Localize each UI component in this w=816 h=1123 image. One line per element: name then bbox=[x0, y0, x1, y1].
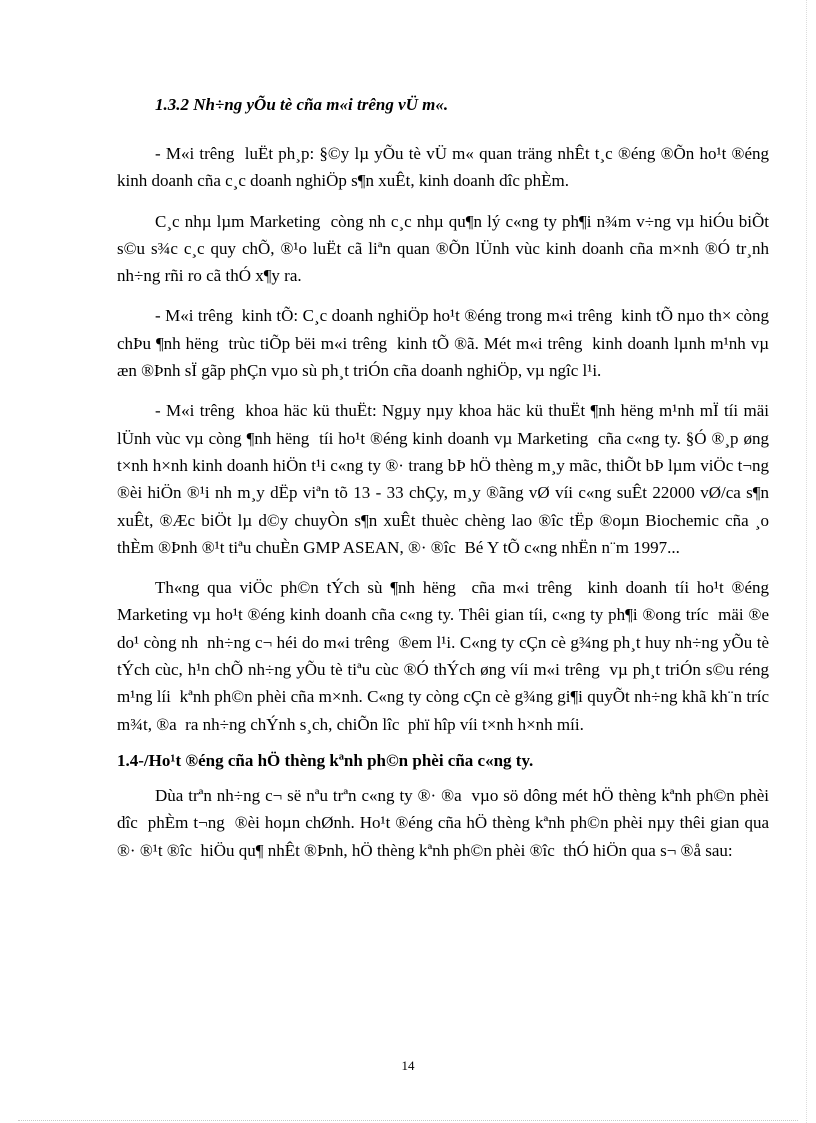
page-number: 14 bbox=[401, 1058, 415, 1073]
paragraph-distribution-system: Dùa trªn nh÷ng c¬ së nªu trªn c«ng ty ®· ®a vµo sö dông mét hÖ thèng kªnh ph©n phèi dîc phÈm t¬ng ®èi hoµn chØnh. Ho¹t ®éng cña hÖ thèng kªnh ph©n phèi nµy thêi gian qua ®· ®¹t ®îc hiÖu qu¶ nhÊt ®Þnh, hÖ thèng kªnh ph©n phèi ®îc thÓ hiÖn qua s¬ ®å sau: bbox=[117, 785, 774, 860]
paragraph-technology-environment: - M«i trêng khoa häc kü thuËt: Ngµy nµy khoa häc kü thuËt ¶nh hëng m¹nh mÏ tíi mäi lÜnh vùc vµ còng ¶nh hëng tíi ho¹t ®éng kinh doanh vµ Marketing cña c«ng ty. §Ó ®¸p øng t×nh h×nh kinh doanh hiÖn t¹i c«ng ty ®· trang bÞ hÖ thèng m¸y mãc, thiÕt bÞ lµm viÖc t¬ng ®èi hiÖn ®¹i nh m¸y dËp viªn tõ 13 - 33 chÇy, m¸y ®ãng vØ víi c«ng suÊt 22000 vØ/ca s¶n xuÊt, ®Æc biÖt lµ d©y chuyÒn s¶n xuÊt thuèc chèng lao ®îc tËp ®oµn Biochemic cña ¸o thÈm ®Þnh ®¹t tiªu chuÈn GMP ASEAN, ®· ®îc Bé Y tÕ c«ng nhËn n¨m 1997... bbox=[117, 401, 778, 557]
page-edge-divider bbox=[806, 0, 807, 1123]
paragraph-economic-environment: - M«i trêng kinh tÕ: C¸c doanh nghiÖp ho¹t ®éng trong m«i trêng kinh tÕ nµo th× còng chÞu ¶nh hëng trùc tiÕp bëi m«i trêng kinh tÕ ®ã. Mét m«i trêng kinh doanh lµnh m¹nh vµ æn ®Þnh sÏ gãp phÇn vµo sù ph¸t triÓn cña doanh nghiÖp, vµ ngîc l¹i. bbox=[117, 306, 774, 381]
heading-1-4: 1.4-/Ho¹t ®éng cña hÖ thèng kªnh ph©n phèi cña c«ng ty. bbox=[117, 750, 534, 770]
page-content bbox=[117, 92, 778, 864]
heading-1-3-2: 1.3.2 Nh÷ng yÕu tè cña m«i trêng vÜ m«. bbox=[155, 95, 449, 114]
paragraph-analysis-summary: Th«ng qua viÖc ph©n tÝch sù ¶nh hëng cña m«i trêng kinh doanh tíi ho¹t ®éng Marketing vµ ho¹t ®éng kinh doanh cña c«ng ty. Thêi gian tíi, c«ng ty ph¶i ®ong tríc mäi ®e do¹ còng nh nh÷ng c¬ héi do m«i trêng ®em l¹i. C«ng ty cÇn cè g¾ng ph¸t huy nh÷ng yÕu tè tÝch cùc, h¹n chÕ nh÷ng yÕu tè tiªu cùc ®Ó thÝch øng víi m«i trêng vµ ph¸t triÓn s©u réng m¹ng líi kªnh ph©n phèi cña m×nh. C«ng ty còng cÇn cè g¾ng gi¶i quyÕt nh÷ng khã kh¨n tríc m¾t, ®a ra nh÷ng chÝnh s¸ch, chiÕn lîc phï hîp víi t×nh h×nh míi. bbox=[117, 578, 778, 734]
footer-divider bbox=[18, 1120, 798, 1121]
paragraph-legal-environment: - M«i trêng luËt ph¸p: §©y lµ yÕu tè vÜ m« quan träng nhÊt t¸c ®éng ®Õn ho¹t ®éng kinh doanh cña c¸c doanh nghiÖp s¶n xuÊt, kinh doanh dîc phÈm. bbox=[117, 144, 774, 191]
paragraph-marketing-managers: C¸c nhµ lµm Marketing còng nh c¸c nhµ qu¶n lý c«ng ty ph¶i n¾m v÷ng vµ hiÓu biÕt s©u s¾c c¸c quy chÕ, ®¹o luËt cã liªn quan ®Õn lÜnh vùc kinh doanh cña m×nh ®Ó tr¸nh nh÷ng rñi ro cã thÓ x¶y ra. bbox=[117, 211, 774, 286]
